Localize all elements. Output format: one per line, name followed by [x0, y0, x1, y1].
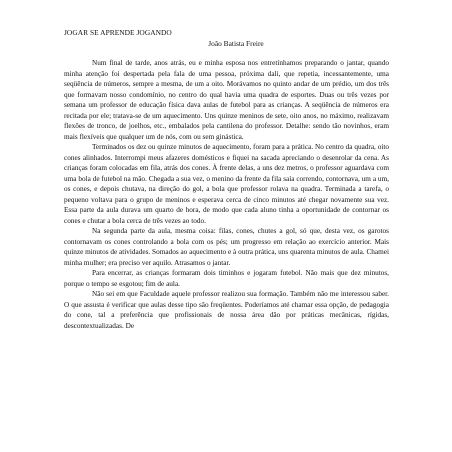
document-body [64, 58, 389, 331]
body-paragraph: Terminados os dez ou quinze minutos de aquecimento, foram para a prática. No centro da quadra, oito cones alinhados. Interrompi meus afazeres domésticos e fiquei na sacada apreciando o desenrolar da cena. As crianças foram colocadas em fila, atrás dos cones. À frente delas, a uns dez metros, o professor aguardava com uma bola de futebol na mão. Chegada a sua vez, o menino da frente da fila saía correndo, contornava, um a um, os cones, e depois chutava, na direção do gol, a bola que professor rolava na quadra. Terminada a tarefa, o pequeno voltava para o grupo de meninos e esperava cerca de cinco minutos até chegar novamente sua vez. Essa parte da aula durava um quarto de hora, de modo que cada aluno tinha a oportunidade de contornar os cones e chutar a bola cerca de três vezes ao todo. [64, 143, 389, 225]
body-paragraph: Na segunda parte da aula, mesma coisa: filas, cones, chutes a gol, só que, desta vez, os garotos contornavam os cones controlando a bola com os pés; um progresso em relação ao exercício anterior. Mais quinze minutos de atividades. Somados ao aquecimento e à outra prática, uns quarenta minutos de aula. Chamei minha mulher; era preciso ver aquilo. Atrasamos o jantar. [64, 227, 389, 267]
body-paragraph: Num final de tarde, anos atrás, eu e minha esposa nos entretínhamos preparando o jantar, quando minha atenção foi despertada pela fala de uma pessoa, próxima dali, que repetia, incessantemente, uma seqüência de números, sempre a mesma, de um a oito. Morávamos no quinto andar de um prédio, um dos três que formavam nosso condomínio, no centro do qual havia uma quadra de esportes. Duas ou três vezes por semana um professor de educação física dava aulas de futebol para as crianças. A seqüência de números era recitada por ele; tratava-se de um aquecimento. Uns quinze meninos de sete, oito anos, no máximo, realizavam flexões de tronco, de joelhos, etc., embalados pela cantilena do professor. Detalhe: sendo tão novinhos, eram mais flexíveis que qualquer um de nós, com ou sem ginástica. [64, 59, 389, 141]
body-paragraph: Para encerrar, as crianças formaram dois timinhos e jogaram futebol. Não mais que dez minutos, porque o tempo se esgotou; fim de aula. [64, 269, 389, 288]
document-author: João Batista Freire [208, 39, 264, 48]
document-title: JOGAR SE APRENDE JOGANDO [64, 28, 172, 37]
body-paragraph: Não sei em que Faculdade aquele professor realizou sua formação. Também não me interessou saber. O que assusta é verificar que aulas desse tipo são freqüentes. Poderíamos até chamar essa opção, de pedagogia do cone, tal a preferência que profissionais de nossa área dão por práticas mecânicas, rígidas, descontextualizadas. De [64, 290, 389, 330]
